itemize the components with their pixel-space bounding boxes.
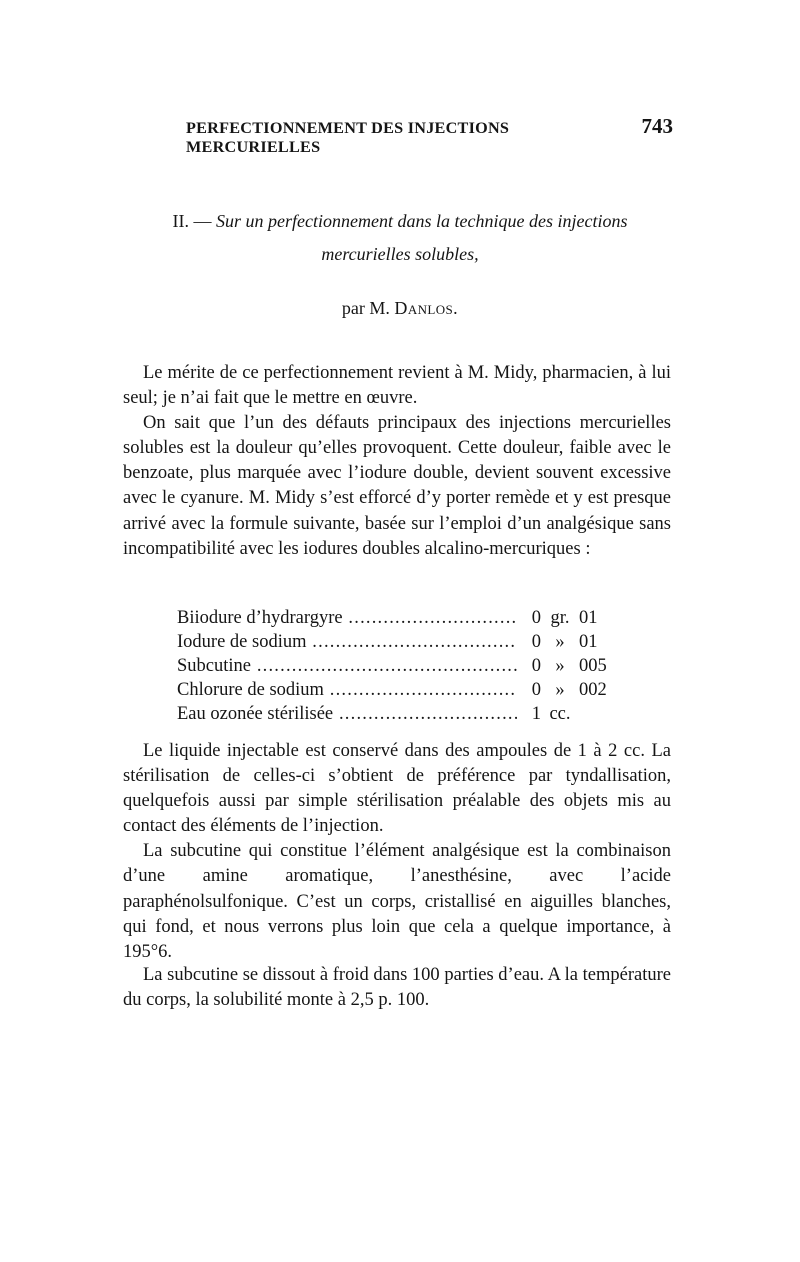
ingredient-name: Iodure de sodium ..... [177, 630, 517, 654]
ingredient-quantity: 0 [531, 680, 541, 700]
article-title-second-line: mercurielles solubles, [321, 244, 479, 264]
formula-row [177, 702, 627, 726]
article-title-text: Sur un perfectionnement dans la technique des injections [216, 211, 628, 231]
article-title-first-line [0, 211, 800, 232]
ingredient-name: Eau ozonée stérilisée ..... [177, 702, 517, 726]
ingredient-quantity: 1 [531, 704, 541, 724]
formula-row [177, 630, 627, 654]
article-byline [0, 298, 800, 319]
paragraph-sterilization: Le liquide injectable est conservé dans des ampoules de 1 à 2 cc. La stérilisation de celles-ci s’obtient de préférence par tyndallisation, quelquefois aussi par simple stérilisation préalable des objets mis au contact des éléments de l’injection. [123, 741, 671, 837]
ingredient-quantity: 0 [531, 608, 541, 628]
ingredient-unit: gr. [550, 608, 570, 628]
ingredient-fraction: 01 [579, 608, 598, 628]
ingredient-name: Subcutine ..... [177, 654, 517, 678]
opening-paragraphs [123, 361, 671, 562]
section-label: II. — [172, 211, 212, 231]
ingredient-unit: cc. [549, 704, 571, 724]
formula-table [177, 606, 627, 726]
middle-paragraphs [123, 739, 671, 965]
ingredient-fraction: 002 [579, 680, 607, 700]
ingredient-fraction: 01 [579, 632, 598, 652]
paragraph-intro: Le mérite de ce perfectionnement revient à M. Midy, pharmacien, à lui seul; je n’ai fait que le mettre en œuvre. [123, 363, 671, 409]
ingredient-name: Chlorure de sodium ..... [177, 678, 517, 702]
closing-paragraph [123, 963, 671, 1013]
ingredient-name: Biiodure d’hydrargyre ..... [177, 606, 517, 630]
formula-row [177, 606, 627, 630]
ingredient-unit: » [555, 632, 565, 652]
formula-row [177, 654, 627, 678]
paragraph-problem-and-formula: On sait que l’un des défauts principaux des injections mercurielles solubles est la douleur qu’elles provoquent. Cette douleur, faible avec le benzoate, plus marquée avec l’iodure double, devient souvent excessive avec le cyanure. M. Midy s’est efforcé d’y porter remède et y est presque arrivé avec la formule suivante, basée sur l’emploi d’un analgésique sans incompatibilité avec les iodures doubles alcalino-mercuriques : [123, 413, 671, 559]
running-header [186, 114, 673, 156]
paragraph-subcutine-description: La subcutine qui constitue l’élément analgésique est la combinaison d’une amine aromatique, l’anesthésine, avec l’acide paraphénolsulfonique. C’est un corps, cristallisé en aiguilles blanches, qui fond, et nous verrons plus loin que cela a quelque importance, à 195°6. [123, 841, 671, 962]
author-prefix: par M. [341, 298, 390, 318]
page-number: 743 [641, 114, 673, 138]
running-title: PERFECTIONNEMENT DES INJECTIONS MERCURIELLES [186, 119, 510, 156]
ingredient-quantity: 0 [531, 632, 541, 652]
ingredient-fraction: 005 [579, 656, 607, 676]
author-name: Danlos. [394, 298, 459, 318]
paragraph-solubility: La subcutine se dissout à froid dans 100 parties d’eau. A la température du corps, la solubilité monte à 2,5 p. 100. [123, 965, 671, 1011]
ingredient-unit: » [555, 656, 565, 676]
ingredient-quantity: 0 [531, 656, 541, 676]
formula-row [177, 678, 627, 702]
ingredient-unit: » [555, 680, 565, 700]
